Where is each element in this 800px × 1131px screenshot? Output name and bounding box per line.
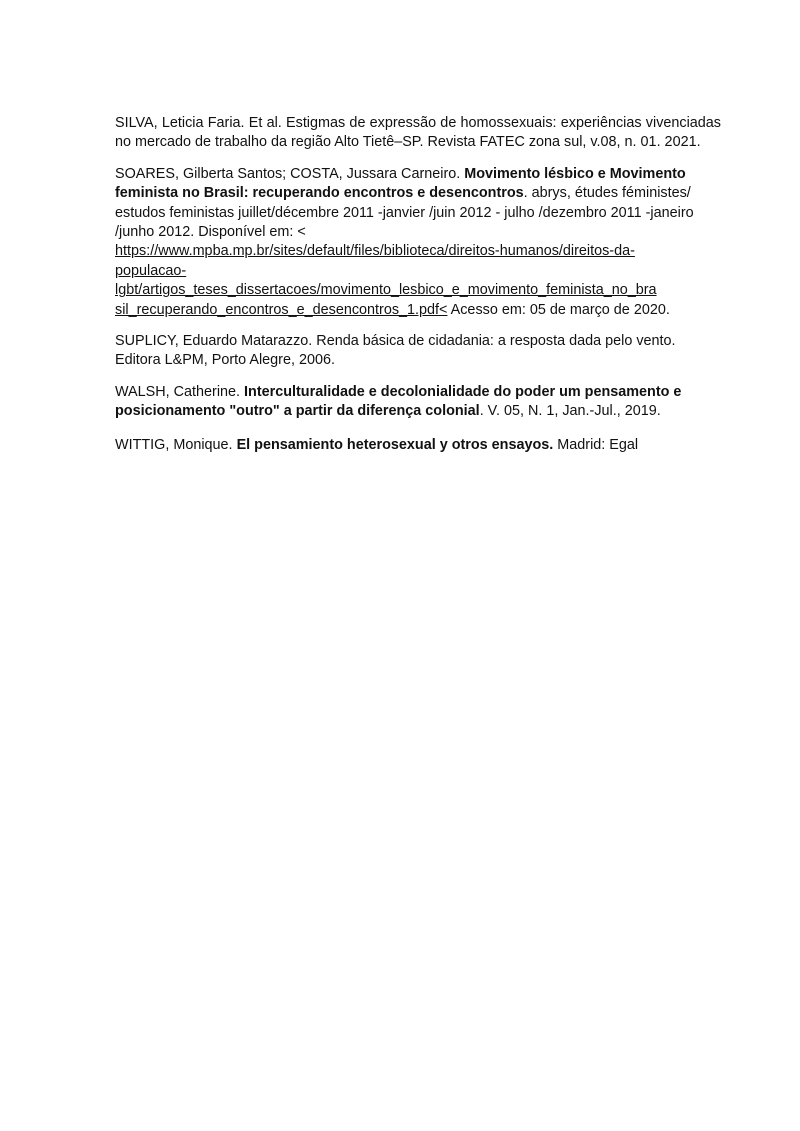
- reference-soares-authors: SOARES, Gilberta Santos; COSTA, Jussara Carneiro.: [115, 165, 465, 182]
- reference-wittig-author: WITTIG, Monique.: [115, 436, 237, 453]
- reference-walsh: [115, 383, 721, 422]
- reference-soares-link-line-1[interactable]: https://www.mpba.mp.br/sites/default/files/biblioteca/direitos-humanos/direitos-da-: [115, 243, 635, 260]
- reference-wittig: [115, 436, 721, 455]
- reference-suplicy: [115, 332, 721, 371]
- reference-soares-link-line-4[interactable]: sil_recuperando_encontros_e_desencontros_1.pdf<: [115, 301, 448, 318]
- reference-soares-link-line-2[interactable]: populacao-: [115, 262, 187, 279]
- reference-silva: [115, 114, 721, 153]
- reference-wittig-details: Madrid: Egal: [553, 436, 639, 453]
- reference-walsh-details: . V. 05, N. 1, Jan.-Jul., 2019.: [479, 403, 661, 420]
- reference-soares-link-line-3[interactable]: lgbt/artigos_teses_dissertacoes/movimento_lesbico_e_movimento_feminista_no_bra: [115, 282, 657, 299]
- reference-soares-details: . abrys, études féministes/ estudos feministas juillet/décembre 2011 -janvier /juin 2012 - julho /dezembro 2011 -janeiro /junho 2012. Disponível em: <: [115, 185, 694, 241]
- reference-soares-title: Movimento lésbico e Movimento feminista no Brasil: recuperando encontros e desencontros: [115, 165, 686, 202]
- reference-walsh-author: WALSH, Catherine.: [115, 383, 245, 400]
- reference-silva-text: SILVA, Leticia Faria. Et al. Estigmas de expressão de homossexuais: experiências vivenciadas no mercado de trabalho da região Alto Tietê–SP. Revista FATEC zona sul, v.08, n. 01. 2021.: [115, 115, 721, 151]
- reference-soares: [115, 165, 721, 320]
- reference-wittig-title: El pensamiento heterosexual y otros ensayos.: [236, 436, 554, 453]
- reference-list: [115, 114, 721, 467]
- reference-soares-access: Acesso em: 05 de março de 2020.: [447, 301, 670, 318]
- reference-suplicy-text: SUPLICY, Eduardo Matarazzo. Renda básica de cidadania: a resposta dada pelo vento. Editora L&PM, Porto Alegre, 2006.: [115, 333, 676, 369]
- reference-walsh-title: Interculturalidade e decolonialidade do poder um pensamento e posicionamento "outro" a partir da diferença colonial: [115, 383, 682, 420]
